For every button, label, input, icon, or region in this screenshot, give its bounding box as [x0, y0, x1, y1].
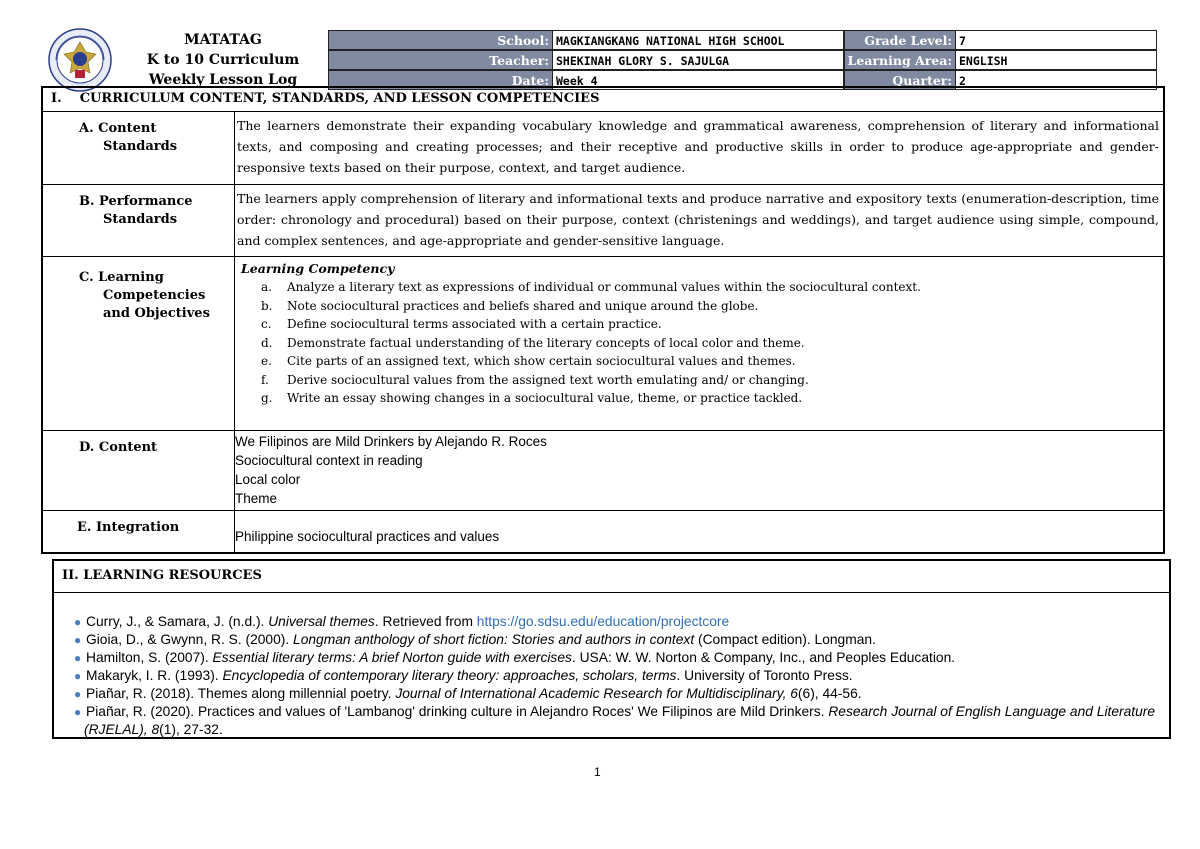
content-line: Theme: [235, 491, 278, 506]
ref-title: Journal of International Academic Research for Multidisciplinary, 6: [395, 686, 798, 701]
content-standards-row: [43, 112, 1163, 185]
content-standards-text: The learners demonstrate their expanding vocabulary knowledge and grammatical awareness, comprehension of literary and informational texts, and composing and creating processes; and their receptive and productive skills in order to produce age-appropriate and gender-responsive texts based on their purpose, context, and target audience.: [237, 118, 1159, 175]
content-line: Local color: [235, 472, 301, 487]
competency-letter: g.: [261, 391, 273, 405]
content-standards-label-1: A. Content: [79, 121, 157, 136]
competency-letter: e.: [261, 354, 272, 368]
ref-text: (Compact edition). Longman.: [694, 632, 876, 647]
competencies-label: [43, 257, 235, 430]
date-value: Week 4: [553, 70, 844, 90]
competency-heading: Learning Competency: [241, 261, 395, 276]
competency-list: [237, 278, 1159, 408]
school-label: School:: [328, 30, 553, 50]
competencies-label-2: Competencies: [103, 288, 206, 303]
ref-text: Hamilton, S. (2007).: [86, 650, 213, 665]
bullet-icon: ●: [74, 633, 82, 647]
competency-text: Define sociocultural terms associated with a certain practice.: [287, 317, 662, 331]
info-grid-left: [328, 30, 844, 90]
ref-title: Longman anthology of short fiction: Stories and authors in context: [293, 632, 695, 647]
competencies-label-3: and Objectives: [103, 306, 210, 321]
bullet-icon: ●: [74, 615, 82, 629]
reference-item: [54, 649, 1169, 667]
competency-item: [237, 371, 1159, 390]
integration-label-text: E. Integration: [77, 520, 180, 535]
competency-item: [237, 389, 1159, 408]
competency-letter: b.: [261, 298, 273, 313]
performance-standards-label-1: B. Performance: [79, 194, 193, 209]
bullet-icon: ●: [74, 651, 82, 665]
quarter-value: 2: [956, 70, 1157, 90]
competency-letter: d.: [261, 335, 273, 350]
content-line: Sociocultural context in reading: [235, 453, 423, 468]
ref-title: Research Journal of English Language and Literature (RJELAL), 8: [84, 704, 1156, 737]
competencies-row: [43, 257, 1163, 431]
teacher-value: SHEKINAH GLORY S. SAJULGA: [553, 50, 844, 70]
references-list: [54, 593, 1169, 739]
grade-label: Grade Level:: [844, 30, 956, 50]
content-label: [43, 431, 235, 510]
area-value: ENGLISH: [956, 50, 1157, 70]
bullet-icon: ●: [74, 705, 82, 719]
bullet-icon: ●: [74, 669, 82, 683]
date-label: Date:: [328, 70, 553, 90]
competency-text: Demonstrate factual understanding of the literary concepts of local color and theme.: [287, 335, 805, 350]
reference-item: [54, 685, 1169, 703]
ref-text: Piañar, R. (2020). Practices and values of 'Lambanog' drinking culture in Alejandro Roces' We Filipinos are Mild Drinkers.: [86, 704, 829, 719]
ref-link[interactable]: https://go.sdsu.edu/education/projectcore: [476, 614, 730, 629]
title-line-1: MATATAG: [184, 32, 262, 48]
learning-resources-section: [52, 559, 1171, 739]
competency-text: Write an essay showing changes in a sociocultural value, theme, or practice tackled.: [287, 391, 803, 405]
content-row: [43, 431, 1163, 511]
reference-item: [54, 703, 1169, 739]
deped-seal-logo: [48, 28, 112, 92]
content-standards-label-2: Standards: [103, 139, 178, 154]
integration-text: Philippine sociocultural practices and values: [235, 529, 500, 544]
reference-item: [54, 631, 1169, 649]
area-label: Learning Area:: [844, 50, 956, 70]
ref-text: . University of Toronto Press.: [676, 668, 853, 683]
page-number: 1: [594, 765, 601, 779]
competency-text: Analyze a literary text as expressions of individual or communal values within the sociocultural context.: [287, 280, 921, 294]
info-grid-right: [844, 30, 1157, 90]
ref-text: Piañar, R. (2018). Themes along millennial poetry.: [86, 686, 396, 701]
content-body: [235, 431, 1159, 510]
competency-letter: a.: [261, 280, 272, 294]
ref-title: Encyclopedia of contemporary literary theory: approaches, scholars, terms: [222, 668, 677, 683]
teacher-label: Teacher:: [328, 50, 553, 70]
competency-letter: f.: [261, 372, 269, 387]
school-value: MAGKIANGKANG NATIONAL HIGH SCHOOL: [553, 30, 844, 50]
performance-standards-row: [43, 185, 1163, 257]
competency-text: Note sociocultural practices and beliefs shared and unique around the globe.: [287, 298, 759, 313]
ref-text: (1), 27-32.: [159, 722, 223, 737]
performance-standards-text: The learners apply comprehension of literary and informational texts and produce narrative and expository texts (enumeration-description, time order: chronology and procedural) based on their purpose, context (christenings and weddings), and target audience using simple, compound, and complex sentences, and age-appropriate and gender-sensitive language.: [237, 191, 1159, 248]
ref-text: . Retrieved from: [374, 614, 477, 629]
competency-item: [237, 315, 1159, 334]
quarter-label: Quarter:: [844, 70, 956, 90]
competency-item: [237, 278, 1159, 297]
ref-text: (6), 44-56.: [797, 686, 862, 701]
competency-item: [237, 297, 1159, 316]
integration-label: [43, 511, 235, 552]
ref-title: Essential literary terms: A brief Norton guide with exercises: [212, 650, 572, 665]
bullet-icon: ●: [74, 687, 82, 701]
competency-item: [237, 334, 1159, 353]
ref-text: Gioia, D., & Gwynn, R. S. (2000).: [86, 632, 294, 647]
competencies-body: [237, 257, 1159, 430]
ref-title: Universal themes: [268, 614, 375, 629]
ref-text: . USA: W. W. Norton & Company, Inc., and Peoples Education.: [571, 650, 956, 665]
competency-text: Derive sociocultural values from the assigned text worth emulating and/ or changing.: [287, 372, 809, 387]
section2-title: II. LEARNING RESOURCES: [54, 561, 1169, 593]
content-label-text: D. Content: [79, 440, 158, 455]
integration-row: [43, 511, 1163, 552]
performance-standards-label: [43, 185, 235, 256]
competency-item: [237, 352, 1159, 371]
reference-item: [54, 613, 1169, 631]
content-line: We Filipinos are Mild Drinkers by Alejando R. Roces: [235, 434, 547, 449]
competencies-label-1: C. Learning: [79, 270, 164, 285]
competency-letter: c.: [261, 317, 272, 331]
grade-value: 7: [956, 30, 1157, 50]
performance-standards-label-2: Standards: [103, 212, 178, 227]
title-line-3: Weekly Lesson Log: [148, 72, 298, 88]
competency-text: Cite parts of an assigned text, which show certain sociocultural values and themes.: [287, 354, 796, 368]
ref-text: Makaryk, I. R. (1993).: [86, 668, 223, 683]
document-title: [118, 30, 328, 90]
ref-text: Curry, J., & Samara, J. (n.d.).: [86, 614, 269, 629]
section1-title: I. CURRICULUM CONTENT, STANDARDS, AND LESSON COMPETENCIES: [43, 88, 1163, 112]
title-line-2: K to 10 Curriculum: [146, 52, 300, 68]
reference-item: [54, 667, 1169, 685]
content-standards-label: [43, 112, 235, 184]
curriculum-section: [41, 86, 1165, 554]
